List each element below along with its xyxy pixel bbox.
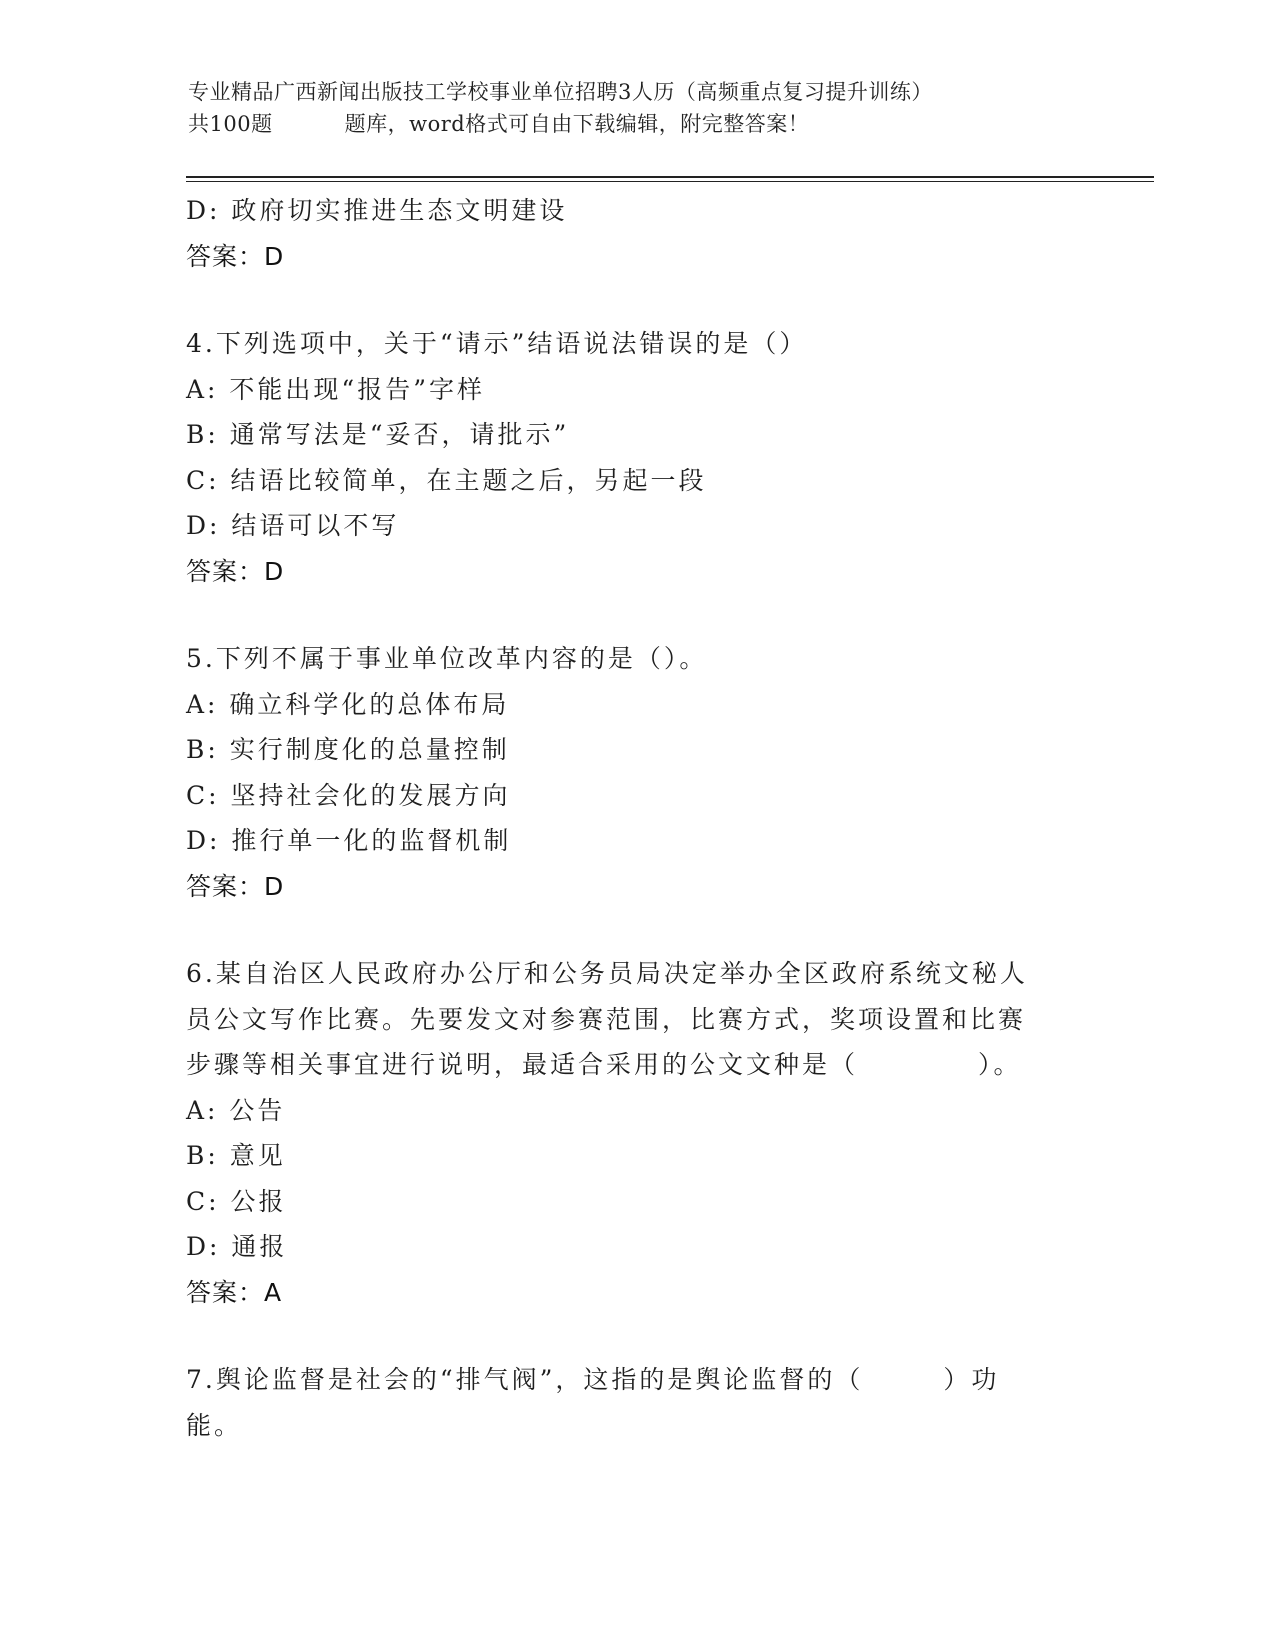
q6-title-line3 <box>186 1042 1066 1088</box>
q6-title-line2: 员公文写作比赛。先要发文对参赛范围，比赛方式，奖项设置和比赛 <box>186 1004 1027 1034</box>
q3-answer: 答案：D <box>186 241 285 271</box>
q5-option-d: D: 推行单一化的监督机制 <box>186 826 512 855</box>
q6-option-c: C: 公报 <box>186 1186 287 1216</box>
header-divider-thin <box>186 181 1154 182</box>
q7-title-line1-end: ）功 <box>943 1365 1000 1394</box>
question-content <box>186 188 1066 1448</box>
q6-option-b: B: 意见 <box>186 1141 286 1170</box>
document-header <box>188 76 1068 140</box>
q7-title-line1-text: 7.舆论监督是社会的“排气阀”，这指的是舆论监督的（ <box>186 1365 864 1394</box>
q4-title: 4.下列选项中，关于“请示”结语说法错误的是（） <box>186 329 808 358</box>
q6-title-line3-text: 步骤等相关事宜进行说明，最适合采用的公文文种是（ <box>186 1050 859 1079</box>
q6-answer: 答案：A <box>186 1277 283 1307</box>
header-title-line2 <box>188 108 1068 140</box>
q3-option-d: D: 政府切实推进生态文明建设 <box>186 196 568 225</box>
header-description: 题库，word格式可自由下载编辑，附完整答案！ <box>344 112 810 136</box>
q5-option-c: C: 坚持社会化的发展方向 <box>186 780 511 810</box>
q4-option-b: B: 通常写法是“妥否，请批示” <box>186 420 570 449</box>
q5-option-a: A: 确立科学化的总体布局 <box>186 689 510 719</box>
q4-option-a: A: 不能出现“报告”字样 <box>186 374 485 404</box>
q4-answer: 答案：D <box>186 556 285 586</box>
q4-option-d: D: 结语可以不写 <box>186 511 400 540</box>
q6-title-line1: 6.某自治区人民政府办公厅和公务员局决定举办全区政府系统文秘人 <box>186 959 1028 988</box>
q7-title-line2: 能。 <box>186 1410 243 1440</box>
q5-answer: 答案：D <box>186 871 285 901</box>
q4-option-c: C: 结语比较简单，在主题之后，另起一段 <box>186 465 707 495</box>
q5-title: 5.下列不属于事业单位改革内容的是（）。 <box>186 644 708 673</box>
header-question-count: 共100题 <box>188 112 273 136</box>
q6-title-line3-end: ）。 <box>978 1050 1022 1079</box>
q7-title-line1 <box>186 1357 1066 1403</box>
q5-option-b: B: 实行制度化的总量控制 <box>186 735 510 764</box>
header-title-line1: 专业精品广西新闻出版技工学校事业单位招聘3人历（高频重点复习提升训练） <box>188 80 933 104</box>
header-divider-thick <box>186 176 1154 178</box>
q6-option-d: D: 通报 <box>186 1232 288 1261</box>
q6-option-a: A: 公告 <box>186 1095 286 1125</box>
